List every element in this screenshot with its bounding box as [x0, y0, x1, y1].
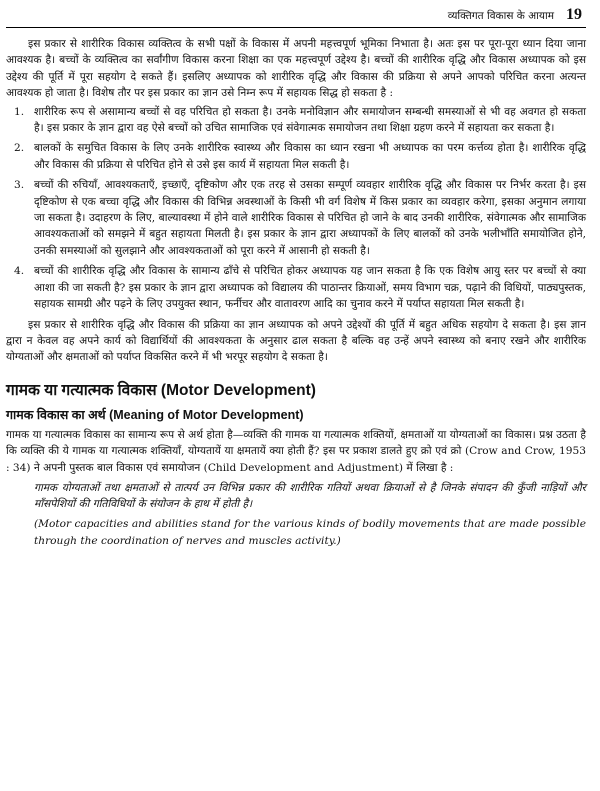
list-item-text: बच्चों की शारीरिक वृद्धि और विकास के सामान्य ढाँचे से परिचित होकर अध्यापक यह जान सकता है कि एक विशेष आयु स्तर पर बच्चों से क्या आशा की जा सकती है? इस प्रकार के ज्ञान द्वारा अध्यापक को विद्यालय की पाठान्तर क्रियाओं, समय विभाग चक्र, पढ़ाने की विधियों, पाठ्यपुस्तक, सहायक सामग्री और पढ़ने के लिए उपयुक्त स्थान, फर्नीचर और वातावरण आदि का चुनाव करने में पर्याप्त सहायता मिल सकती है। — [34, 265, 586, 311]
list-item-number: 4. — [14, 265, 25, 278]
intro-paragraph-text: इस प्रकार से शारीरिक विकास व्यक्तित्व के सभी पक्षों के विकास में अपनी महत्त्वपूर्ण भूमिका निभाता है। अतः इस पर पूरा-पूरा ध्यान दिया जाना आवश्यक है। बच्चों के व्यक्तित्व का सर्वांगीण विकास करना शिक्षा का एक महत्त्वपूर्ण उद्देश्य है। बच्चों की शारीरिक वृद्धि और विकास अध्यापक को इस उद्देश्य की पूर्ति में पूरा सहयोग दे सकते हैं। इसलिए अध्यापक को शारीरिक वृद्धि और विकास की प्रक्रिया से अपने आपको परिचित करना अत्यन्त आवश्यक हो जाता है। विशेष तौर पर इस प्रकार का ज्ञान उसे निम्न रूप में सहायक सिद्ध हो सकता है : — [6, 38, 586, 100]
closing-paragraph-text: इस प्रकार से शारीरिक वृद्धि और विकास की प्रक्रिया का ज्ञान अध्यापक को अपने उद्देश्यों की पूर्ति में बहुत अधिक सहयोग दे सकता है। इस ज्ञान द्वारा न केवल वह अपने कार्य को विद्यार्थियों की आवश्यकता के अनुसार ढाल सकता है बल्कि वह उन्हें अपने स्वास्थ्य को बनाए रखने और शारीरिक योग्यताओं और क्षमताओं को पर्याप्त विकसित करने में भी भरपूर सहयोग दे सकता है। — [6, 318, 586, 364]
list-item-text: बच्चों की रुचियाँ, आवश्यकताएँ, इच्छाएँ, दृष्टिकोण और एक तरह से उसका सम्पूर्ण व्यवहार शारीरिक वृद्धि और विकास पर निर्भर करता है। इस दृष्टिकोण से एक बच्चा वृद्धि और विकास की विभिन्न अवस्थाओं के किसी भी वर्ग विशेष में किस प्रकार का व्यवहार करेगा, इसका अनुमान लगाया जा सकता है। उदाहरण के लिए, बाल्यावस्था में होने वाले शारीरिक विकास से परिचित हो जाने के बाद उनकी शारीरिक, संवेगात्मक और सामाजिक आवश्यकताओं को समझने में बहुत सहायता मिलती है। इस प्रकार के ज्ञान द्वारा अध्यापकों के लिए बालकों को उनके भलीभाँति समायोजित होने, उनकी समस्याओं को सुलझाने और आवश्यकताओं को पूरा करने में आसानी हो सकती है। — [34, 179, 586, 257]
english-quote: (Motor capacities and abilities stand for the various kinds of bodily movements that are made possible through the coordination of nerves and muscles activity.) — [34, 518, 586, 547]
list-item — [6, 263, 586, 312]
list-item — [6, 177, 586, 259]
list-item-number: 2. — [14, 142, 25, 155]
list-item-text: शारीरिक रूप से असामान्य बच्चों से वह परिचित हो सकता है। उनके मनोविज्ञान और समायोजन सम्बन्धी समस्याओं से भी वह अवगत हो सकता है। इस प्रकार के ज्ञान द्वारा वह ऐसे बच्चों को उचित सामाजिक एवं संवेगात्मक समायोजन तथा शिक्षा ग्रहण करने में सहायता कर सकता है। — [34, 105, 586, 135]
section-heading: गामक या गत्यात्मक विकास (Motor Development) — [6, 381, 316, 399]
list-item-text: बालकों के समुचित विकास के लिए उनके शारीरिक स्वास्थ्य और विकास का ध्यान रखना भी अध्यापक का परम कर्त्तव्य होता है। शारीरिक वृद्धि और विकास की प्रक्रिया से परिचित होने से उसे इस कार्य में सहायता मिल सकती है। — [34, 142, 586, 171]
running-head: व्यक्तिगत विकास के आयाम — [447, 10, 554, 22]
list-item-number: 1. — [14, 105, 25, 118]
page-number: 19 — [566, 6, 582, 23]
intro-paragraph — [6, 36, 586, 102]
list-item-number: 3. — [14, 179, 25, 192]
page-header — [6, 6, 586, 28]
hindi-quote: गामक योग्यताओं तथा क्षमताओं से तात्पर्य उन विभिन्न प्रकार की शारीरिक गतियों अथवा क्रियाओं से है जिनके संपादन की कुँजी नाड़ियों और माँसपेशियों की गतिविधियों के संयोजन के हाथ में होती है। — [34, 481, 586, 511]
sub-heading: गामक विकास का अर्थ (Meaning of Motor Development) — [6, 407, 304, 422]
closing-paragraph — [6, 317, 586, 366]
list-item — [6, 104, 586, 137]
meaning-paragraph: गामक या गत्यात्मक विकास का सामान्य रूप से अर्थ होता है—व्यक्ति की गामक या गत्यात्मक शक्तियों, क्षमताओं या योग्यताओं का विकास। प्रश्न उठता है कि व्यक्ति की ये गामक या गत्यात्मक शक्तियाँ, योग्यतायें या क्षमतायें क्या होती हैं? इस पर प्रकाश डालते हुए क्रो एवं क्रो (Crow and Crow, 1953 : 34) ने अपनी पुस्तक बाल विकास एवं समायोजन (Child Development and Adjustment) में लिखा है : — [6, 428, 586, 474]
points-list — [6, 104, 586, 313]
list-item — [6, 140, 586, 173]
